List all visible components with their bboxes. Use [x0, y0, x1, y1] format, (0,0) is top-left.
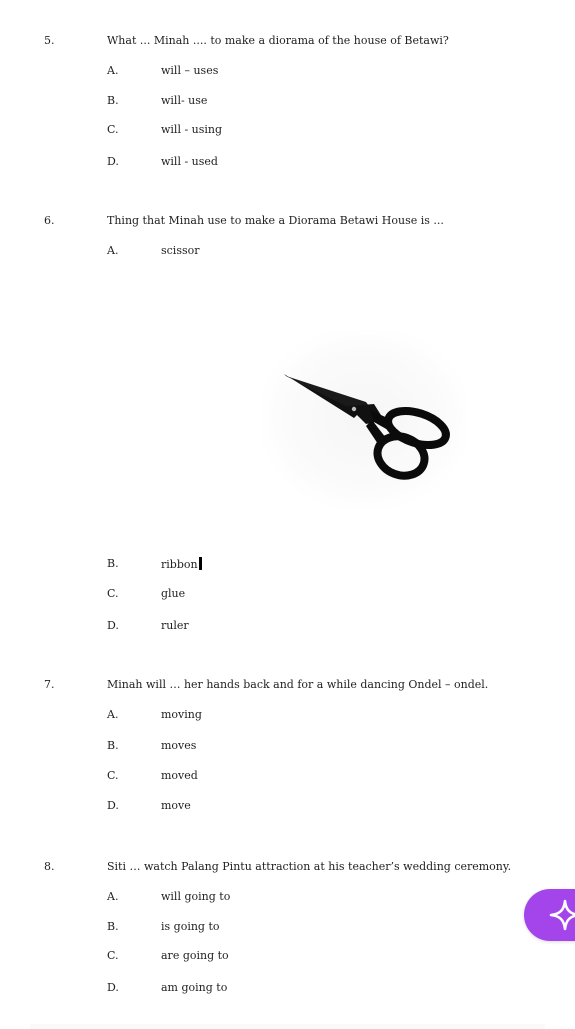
q5-option-c-letter: C.: [107, 123, 119, 136]
q5-option-b-letter: B.: [107, 94, 119, 107]
question-7-text: Minah will … her hands back and for a while dancing Ondel – ondel.: [107, 678, 489, 691]
q7-option-c-text: moved: [161, 769, 198, 782]
q6-option-c-letter: C.: [107, 587, 119, 600]
q6-option-b-text[interactable]: ribbon: [161, 558, 198, 571]
q7-option-a-letter: A.: [107, 708, 119, 721]
q6-option-d-text: ruler: [161, 619, 189, 632]
ai-sparkle-icon: [548, 898, 575, 932]
question-5-number: 5.: [44, 34, 55, 47]
scissors-icon: [262, 330, 467, 508]
question-6-number: 6.: [44, 214, 55, 227]
question-8-number: 8.: [44, 860, 55, 873]
q7-option-c-letter: C.: [107, 769, 119, 782]
q5-option-b-text: will- use: [161, 94, 208, 107]
q7-option-d-letter: D.: [107, 799, 119, 812]
scissors-image[interactable]: [262, 330, 467, 508]
question-5-text: What ... Minah .... to make a diorama of the house of Betawi?: [107, 34, 449, 47]
q5-option-a-text: will – uses: [161, 64, 219, 77]
text-cursor: [199, 557, 202, 570]
question-7-number: 7.: [44, 678, 55, 691]
q5-option-c-text: will - using: [161, 123, 223, 136]
q7-option-b-text: moves: [161, 739, 197, 752]
q8-option-c-text: are going to: [161, 949, 229, 962]
question-8-text: Siti … watch Palang Pintu attraction at his teacher’s wedding ceremony.: [107, 860, 512, 873]
q7-option-a-text: moving: [161, 708, 202, 721]
q5-option-a-letter: A.: [107, 64, 119, 77]
q7-option-b-letter: B.: [107, 739, 119, 752]
q6-option-d-letter: D.: [107, 619, 119, 632]
question-6-text: Thing that Minah use to make a Diorama Betawi House is ...: [107, 214, 444, 227]
ai-assistant-button[interactable]: [524, 889, 575, 941]
q5-option-d-text: will - used: [161, 155, 218, 168]
q5-option-d-letter: D.: [107, 155, 119, 168]
q8-option-a-letter: A.: [107, 890, 119, 903]
q8-option-b-letter: B.: [107, 920, 119, 933]
page-bottom-edge: [30, 1024, 545, 1029]
q8-option-a-text: will going to: [161, 890, 231, 903]
q8-option-d-letter: D.: [107, 981, 119, 994]
q6-option-a-letter: A.: [107, 244, 119, 257]
q6-option-b-row[interactable]: [161, 557, 202, 572]
q6-option-c-text: glue: [161, 587, 186, 600]
q6-option-a-text: scissor: [161, 244, 200, 257]
q8-option-d-text: am going to: [161, 981, 228, 994]
q8-option-c-letter: C.: [107, 949, 119, 962]
q8-option-b-text: is going to: [161, 920, 220, 933]
q6-option-b-letter: B.: [107, 557, 119, 570]
q7-option-d-text: move: [161, 799, 191, 812]
